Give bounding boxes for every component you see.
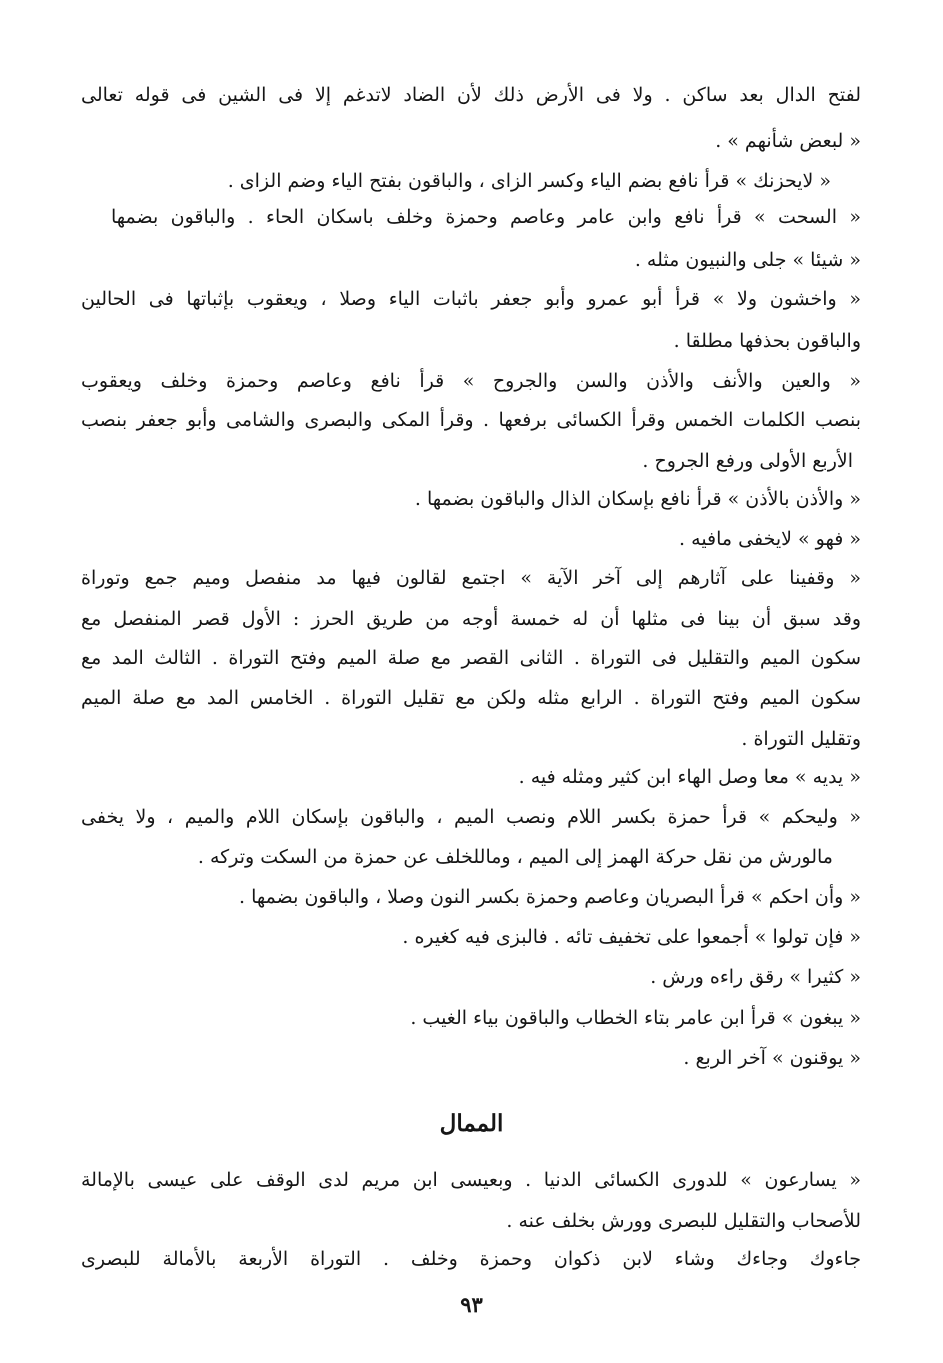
text-line: « وأن احكم » قرأ البصريان وعاصم وحمزة بكسر النون وصلا ، والباقون بضمها . xyxy=(239,886,861,908)
text-line: سكون الميم والتقليل فى التوراة . الثانى القصر مع صلة الميم وفتح التوراة . الثالث المد مع xyxy=(81,647,861,669)
text-line: « واخشون ولا » قرأ أبو عمرو وأبو جعفر باثبات الياء وصلا ، ويعقوب بإثباتها فى الحالين xyxy=(81,288,861,310)
text-line: « كثيرا » رقق راءه ورش . xyxy=(650,966,861,988)
text-line: بنصب الكلمات الخمس وقرأ الكسائى برفعها . وقرأ المكى والبصرى والشامى وأبو جعفر بنصب xyxy=(81,409,861,431)
text-line: « لايحزنك » قرأ نافع بضم الياء وكسر الزاى ، والباقون بفتح الياء وضم الزاى . xyxy=(227,170,831,192)
text-line: « شيئا » جلى والنبيون مثله . xyxy=(634,249,861,271)
text-line: « وليحكم » قرأ حمزة بكسر اللام ونصب الميم ، والباقون بإسكان اللام والميم ، ولا يخفى xyxy=(81,806,861,828)
text-line: وقد سبق أن بينا فى مثلها أن له خمسة أوجه من طريق الحرز : الأول قصر المنفصل مع xyxy=(81,608,862,630)
page-number: ٩٣ xyxy=(460,1292,483,1317)
text-line: للأصحاب والتقليل للبصرى وورش بخلف عنه . xyxy=(506,1210,861,1232)
text-line: وتقليل التوراة . xyxy=(741,728,861,750)
text-line: « لبعض شأنهم » . xyxy=(715,130,861,152)
text-line: جاءوك وجاءك وشاء لابن ذكوان وحمزة وخلف . التوراة الأربعة بالأمالة للبصرى xyxy=(81,1248,861,1270)
text-line: « يديه » معا وصل الهاء ابن كثير ومثله فيه . xyxy=(518,766,861,788)
text-line: والباقون بحذفها مطلقا . xyxy=(673,330,861,352)
text-line: الأربع الأولى ورفع الجروح . xyxy=(642,450,853,472)
text-line: مالورش من نقل حركة الهمز إلى الميم ، وماللخلف عن حمزة من السكت وتركه . xyxy=(197,846,833,868)
text-line: لفتح الدال بعد ساكن . ولا فى الأرض ذلك لأن الضاد لاتدغم إلا فى الشين فى قوله تعالى xyxy=(81,84,861,106)
text-line: « يسارعون » للدورى الكسائى الدنيا . وبعيسى ابن مريم لدى الوقف على عيسى بالإمالة xyxy=(81,1169,861,1191)
section-heading: الممال xyxy=(439,1110,504,1137)
text-line: « والعين والأنف والأذن والسن والجروح » قرأ نافع وعاصم وحمزة وخلف ويعقوب xyxy=(81,370,861,392)
text-line: « فإن تولوا » أجمعوا على تخفيف تائه . فالبزى فيه كغيره . xyxy=(402,926,861,948)
text-line: « والأذن بالأذن » قرأ نافع بإسكان الذال والباقون بضمها . xyxy=(414,488,861,510)
text-line: سكون الميم وفتح التوراة . الرابع مثله ولكن مع تقليل التوراة . الخامس المد مع صلة الميم xyxy=(81,687,861,709)
text-line: « يبغون » قرأ ابن عامر بتاء الخطاب والباقون بياء الغيب . xyxy=(410,1007,861,1029)
text-line: « وقفينا على آثارهم إلى آخر الآية » اجتمع لقالون فيها مد منفصل وميم جمع وتوراة xyxy=(81,567,861,589)
text-line: « السحت » قرأ نافع وابن عامر وعاصم وحمزة وخلف باسكان الحاء . والباقون بضمها xyxy=(111,206,861,228)
text-line: « فهو » لايخفى مافيه . xyxy=(679,528,861,550)
text-line: « يوقنون » آخر الربع . xyxy=(683,1047,861,1069)
